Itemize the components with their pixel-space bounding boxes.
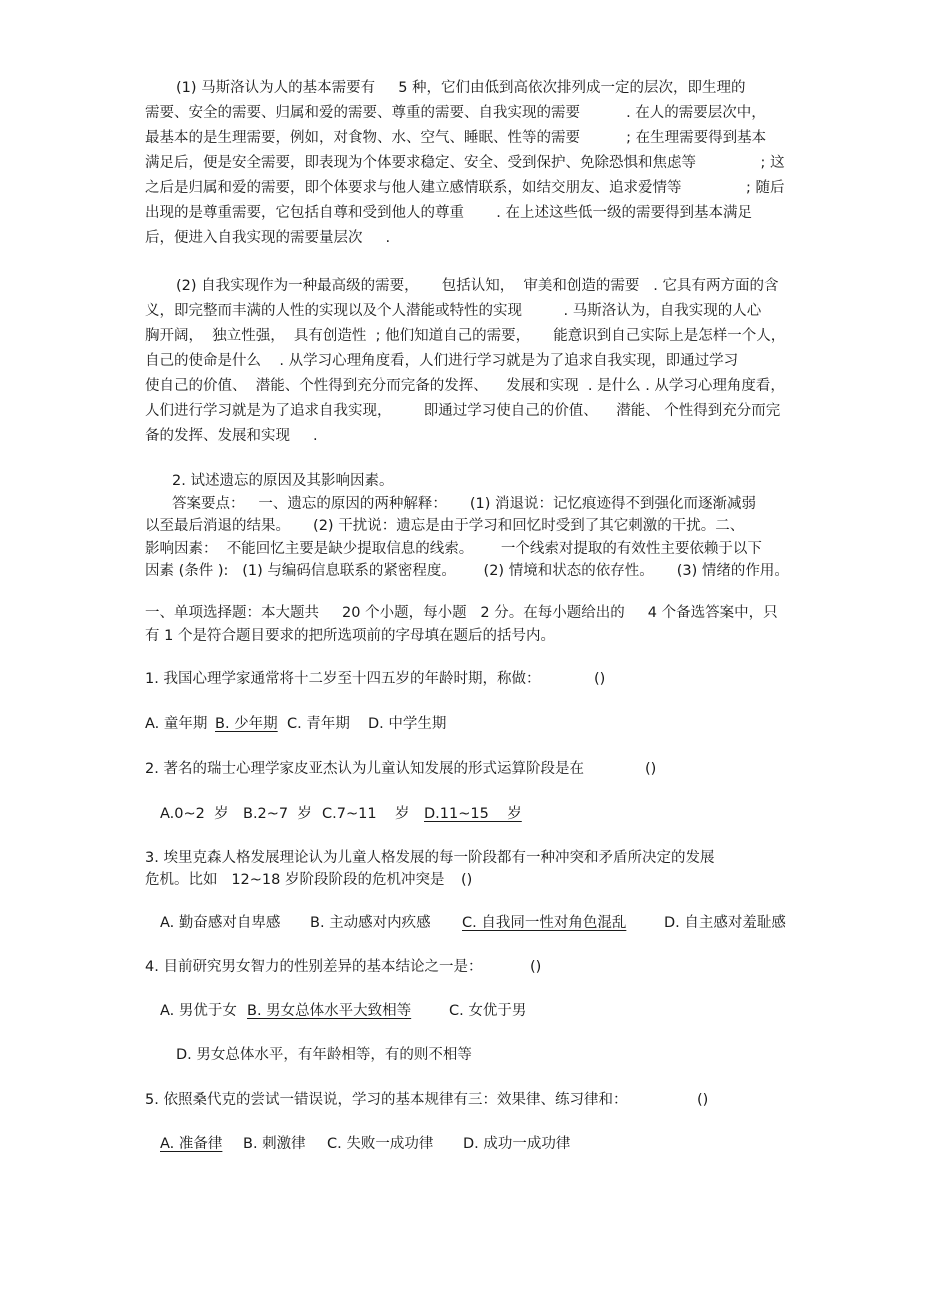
text-line: 出现的是尊重需要，它包括自尊和受到他人的尊重 . 在上述这些低一级的需要得到基本满足 xyxy=(145,205,752,221)
option-c: C. 失败一成功律 xyxy=(327,1136,434,1152)
question-text: 5. 依照桑代克的尝试一错误说，学习的基本规律有三：效果律、练习律和： xyxy=(145,1092,628,1108)
option-b-correct: B. 男女总体水平大致相等 xyxy=(247,1003,412,1019)
option-d-correct: D.11~15 岁 xyxy=(424,806,522,822)
option-a: A.0~2 岁 xyxy=(160,806,229,822)
option-d: D. 成功一成功律 xyxy=(463,1136,571,1152)
text-line: 后，便进入自我实现的需要量层次 . xyxy=(145,230,391,246)
question-text: 4. 目前研究男女智力的性别差异的基本结论之一是： xyxy=(145,959,483,975)
text-line: 使自己的价值、 潜能、个性得到充分而完备的发挥、 发展和实现 . 是什么 . 从学习心理角度看， xyxy=(145,378,785,394)
question-title: 2. 试述遗忘的原因及其影响因素。 xyxy=(172,473,394,489)
answer-line: 以至最后消退的结果。 (2) 干扰说：遗忘是由于学习和回忆时受到了其它刺激的干扰。二、 xyxy=(145,518,745,534)
text-line: 义，即完整而丰满的人性的实现以及个人潜能或特性的实现 . 马斯洛认为，自我实现的人心 xyxy=(145,303,762,319)
option-c: C.7~11 岁 xyxy=(322,806,410,822)
text-line: 备的发挥、发展和实现 . xyxy=(145,428,318,444)
answer-paren: () xyxy=(530,959,542,975)
question-text: 危机。比如 12~18 岁阶段阶段的危机冲突是 xyxy=(145,872,445,888)
text-line: 自己的使命是什么 . 从学习心理角度看，人们进行学习就是为了追求自我实现，即通过学习 xyxy=(145,353,739,369)
text-line: 满足后，便是安全需要，即表现为个体要求稳定、安全、受到保护、免除恐惧和焦虑等 ; 这 xyxy=(145,155,785,171)
text-line: (1) 马斯洛认为人的基本需要有 5 种，它们由低到高依次排列成一定的层次，即生理的 xyxy=(176,80,746,96)
text-line: 需要、安全的需要、归属和爱的需要、尊重的需要、自我实现的需要 . 在人的需要层次中， xyxy=(145,105,766,121)
option-c: C. 青年期 xyxy=(287,716,350,732)
answer-line: 影响因素： 不能回忆主要是缺少提取信息的线索。 一个线索对提取的有效性主要依赖于以下 xyxy=(145,541,762,557)
option-a: A. 童年期 xyxy=(145,716,208,732)
option-d: D. 自主感对羞耻感 xyxy=(664,915,786,931)
question-text: 3. 埃里克森人格发展理论认为儿童人格发展的每一阶段都有一种冲突和矛盾所决定的发展 xyxy=(145,850,715,866)
answer-paren: () xyxy=(697,1092,709,1108)
answer-line: 因素 (条件 ): (1) 与编码信息联系的紧密程度。 (2) 情境和状态的依存性。 (3) 情绪的作用。 xyxy=(145,563,789,579)
answer-line: 答案要点： 一、遗忘的原因的两种解释： (1) 消退说：记忆痕迹得不到强化而逐渐减弱 xyxy=(172,496,757,512)
option-d: D. 中学生期 xyxy=(368,716,447,732)
text-line: 最基本的是生理需要，例如，对食物、水、空气、睡眠、性等的需要 ; 在生理需要得到基本 xyxy=(145,130,767,146)
intro-line: 有 1 个是符合题目要求的把所选项前的字母填在题后的括号内。 xyxy=(145,628,555,644)
text-line: 之后是归属和爱的需要，即个体要求与他人建立感情联系，如结交朋友、追求爱情等 ; 随后 xyxy=(145,180,785,196)
text-line: (2) 自我实现作为一种最高级的需要， 包括认知， 审美和创造的需要 . 它具有两方面的含 xyxy=(176,278,779,294)
option-b: B. 主动感对内疚感 xyxy=(310,915,431,931)
answer-paren: () xyxy=(461,872,473,888)
option-a: A. 男优于女 xyxy=(160,1003,237,1019)
option-d: D. 男女总体水平，有年龄相等，有的则不相等 xyxy=(176,1047,472,1063)
question-text: 1. 我国心理学家通常将十二岁至十四五岁的年龄时期，称做： xyxy=(145,671,541,687)
option-b-correct: B. 少年期 xyxy=(215,716,278,732)
answer-paren: () xyxy=(645,761,657,777)
text-line: 人们进行学习就是为了追求自我实现， 即通过学习使自己的价值、 潜能、 个性得到充分而完 xyxy=(145,403,781,419)
text-line: 胸开阔， 独立性强， 具有创造性 ; 他们知道自己的需要， 能意识到自己实际上是怎样一个人， xyxy=(145,328,786,344)
option-a-correct: A. 准备律 xyxy=(160,1136,223,1152)
option-c: C. 女优于男 xyxy=(449,1003,527,1019)
intro-line: 一、单项选择题：本大题共 20 个小题，每小题 2 分。在每小题给出的 4 个备选答案中，只 xyxy=(145,605,778,621)
option-b: B. 刺激律 xyxy=(243,1136,306,1152)
option-a: A. 勤奋感对自卑感 xyxy=(160,915,281,931)
answer-paren: () xyxy=(594,671,606,687)
option-c-correct: C. 自我同一性对角色混乱 xyxy=(462,915,627,931)
option-b: B.2~7 岁 xyxy=(243,806,312,822)
question-text: 2. 著名的瑞士心理学家皮亚杰认为儿童认知发展的形式运算阶段是在 xyxy=(145,761,584,777)
